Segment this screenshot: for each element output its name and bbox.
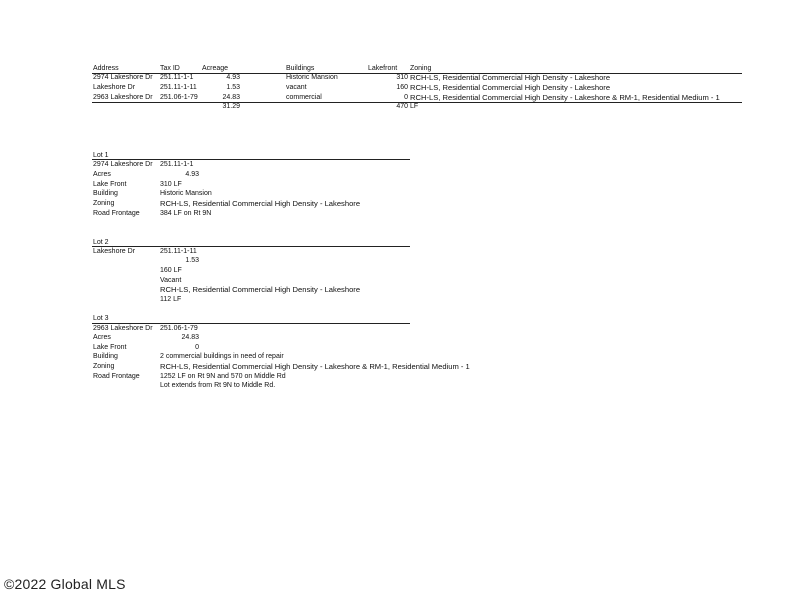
row3-tax-id: 251.06-1-79 [160, 94, 198, 101]
lot2-road-frontage: 112 LF [160, 296, 182, 303]
row1-address: 2974 Lakeshore Dr [93, 74, 153, 81]
lot3-acres-label: Acres [93, 334, 111, 341]
row1-tax-id: 251.11-1-1 [160, 74, 194, 81]
lot1-acres-label: Acres [93, 171, 111, 178]
lot3-road-frontage-label: Road Frontage [93, 373, 140, 380]
total-lakefront: 470 [396, 103, 408, 110]
lot3-title: Lot 3 [93, 315, 109, 322]
lot3-tax-id: 251.06-1-79 [160, 325, 198, 332]
lot1-address: 2974 Lakeshore Dr [93, 161, 153, 168]
lot1-road-frontage-label: Road Frontage [93, 210, 140, 217]
header-tax-id: Tax ID [160, 65, 180, 72]
lot1-acres: 4.93 [185, 171, 199, 178]
lot3-acres: 24.83 [181, 334, 199, 341]
lot3-note: Lot extends from Rt 9N to Middle Rd. [160, 382, 276, 389]
row1-acreage: 4.93 [226, 74, 240, 81]
lot3-lake-front: 0 [195, 344, 199, 351]
lot2-address: Lakeshore Dr [93, 248, 136, 255]
lot2-title: Lot 2 [93, 239, 109, 246]
row1-zoning: RCH-LS, Residential Commercial High Density - Lakeshore [410, 73, 611, 82]
copyright-watermark: ©2022 Global MLS [4, 576, 126, 592]
lot1-lake-front: 310 LF [160, 181, 182, 188]
row3-address: 2963 Lakeshore Dr [93, 94, 153, 101]
row2-acreage: 1.53 [226, 84, 240, 91]
lot1-zoning: RCH-LS, Residential Commercial High Density - Lakeshore [160, 199, 361, 208]
lot2-building: Vacant [160, 277, 182, 284]
row1-buildings: Historic Mansion [286, 74, 338, 81]
total-lakefront-unit: LF [410, 103, 419, 110]
header-lakefront: Lakefront [368, 65, 398, 72]
lot3-building: 2 commercial buildings in need of repair [160, 353, 284, 360]
lot2-rule [92, 246, 410, 247]
lot3-road-frontage: 1252 LF on Rt 9N and 570 on Middle Rd [160, 373, 286, 380]
lot3-zoning: RCH-LS, Residential Commercial High Density - Lakeshore & RM-1, Residential Medium - 1 [160, 362, 470, 371]
header-address: Address [93, 65, 119, 72]
lot3-zoning-label: Zoning [93, 363, 115, 370]
row1-lakefront: 310 [396, 74, 408, 81]
lot2-lake-front: 160 LF [160, 267, 182, 274]
row2-zoning: RCH-LS, Residential Commercial High Density - Lakeshore [410, 83, 611, 92]
header-acreage: Acreage [202, 65, 229, 72]
total-acreage: 31.29 [222, 103, 240, 110]
header-zoning: Zoning [410, 65, 432, 72]
header-buildings: Buildings [286, 65, 315, 72]
lot3-address: 2963 Lakeshore Dr [93, 325, 153, 332]
lot3-building-label: Building [93, 353, 118, 360]
row3-buildings: commercial [286, 94, 322, 101]
row3-zoning: RCH-LS, Residential Commercial High Density - Lakeshore & RM-1, Residential Medium - 1 [410, 93, 720, 102]
lot1-title: Lot 1 [93, 152, 109, 159]
lot3-lake-front-label: Lake Front [93, 344, 127, 351]
lot1-building: Historic Mansion [160, 190, 212, 197]
lot2-zoning: RCH-LS, Residential Commercial High Density - Lakeshore [160, 285, 361, 294]
lot1-zoning-label: Zoning [93, 200, 115, 207]
lot1-road-frontage: 384 LF on Rt 9N [160, 210, 212, 217]
row2-tax-id: 251.11-1-11 [160, 84, 197, 91]
lot1-tax-id: 251.11-1-1 [160, 161, 194, 168]
row2-buildings: vacant [286, 84, 307, 91]
row3-acreage: 24.83 [222, 94, 240, 101]
lot2-acres: 1.53 [185, 257, 199, 264]
row2-lakefront: 160 [396, 84, 408, 91]
row3-lakefront: 0 [404, 94, 408, 101]
lot2-tax-id: 251.11-1-11 [160, 248, 197, 255]
lot1-building-label: Building [93, 190, 118, 197]
row2-address: Lakeshore Dr [93, 84, 136, 91]
lot1-lake-front-label: Lake Front [93, 181, 127, 188]
